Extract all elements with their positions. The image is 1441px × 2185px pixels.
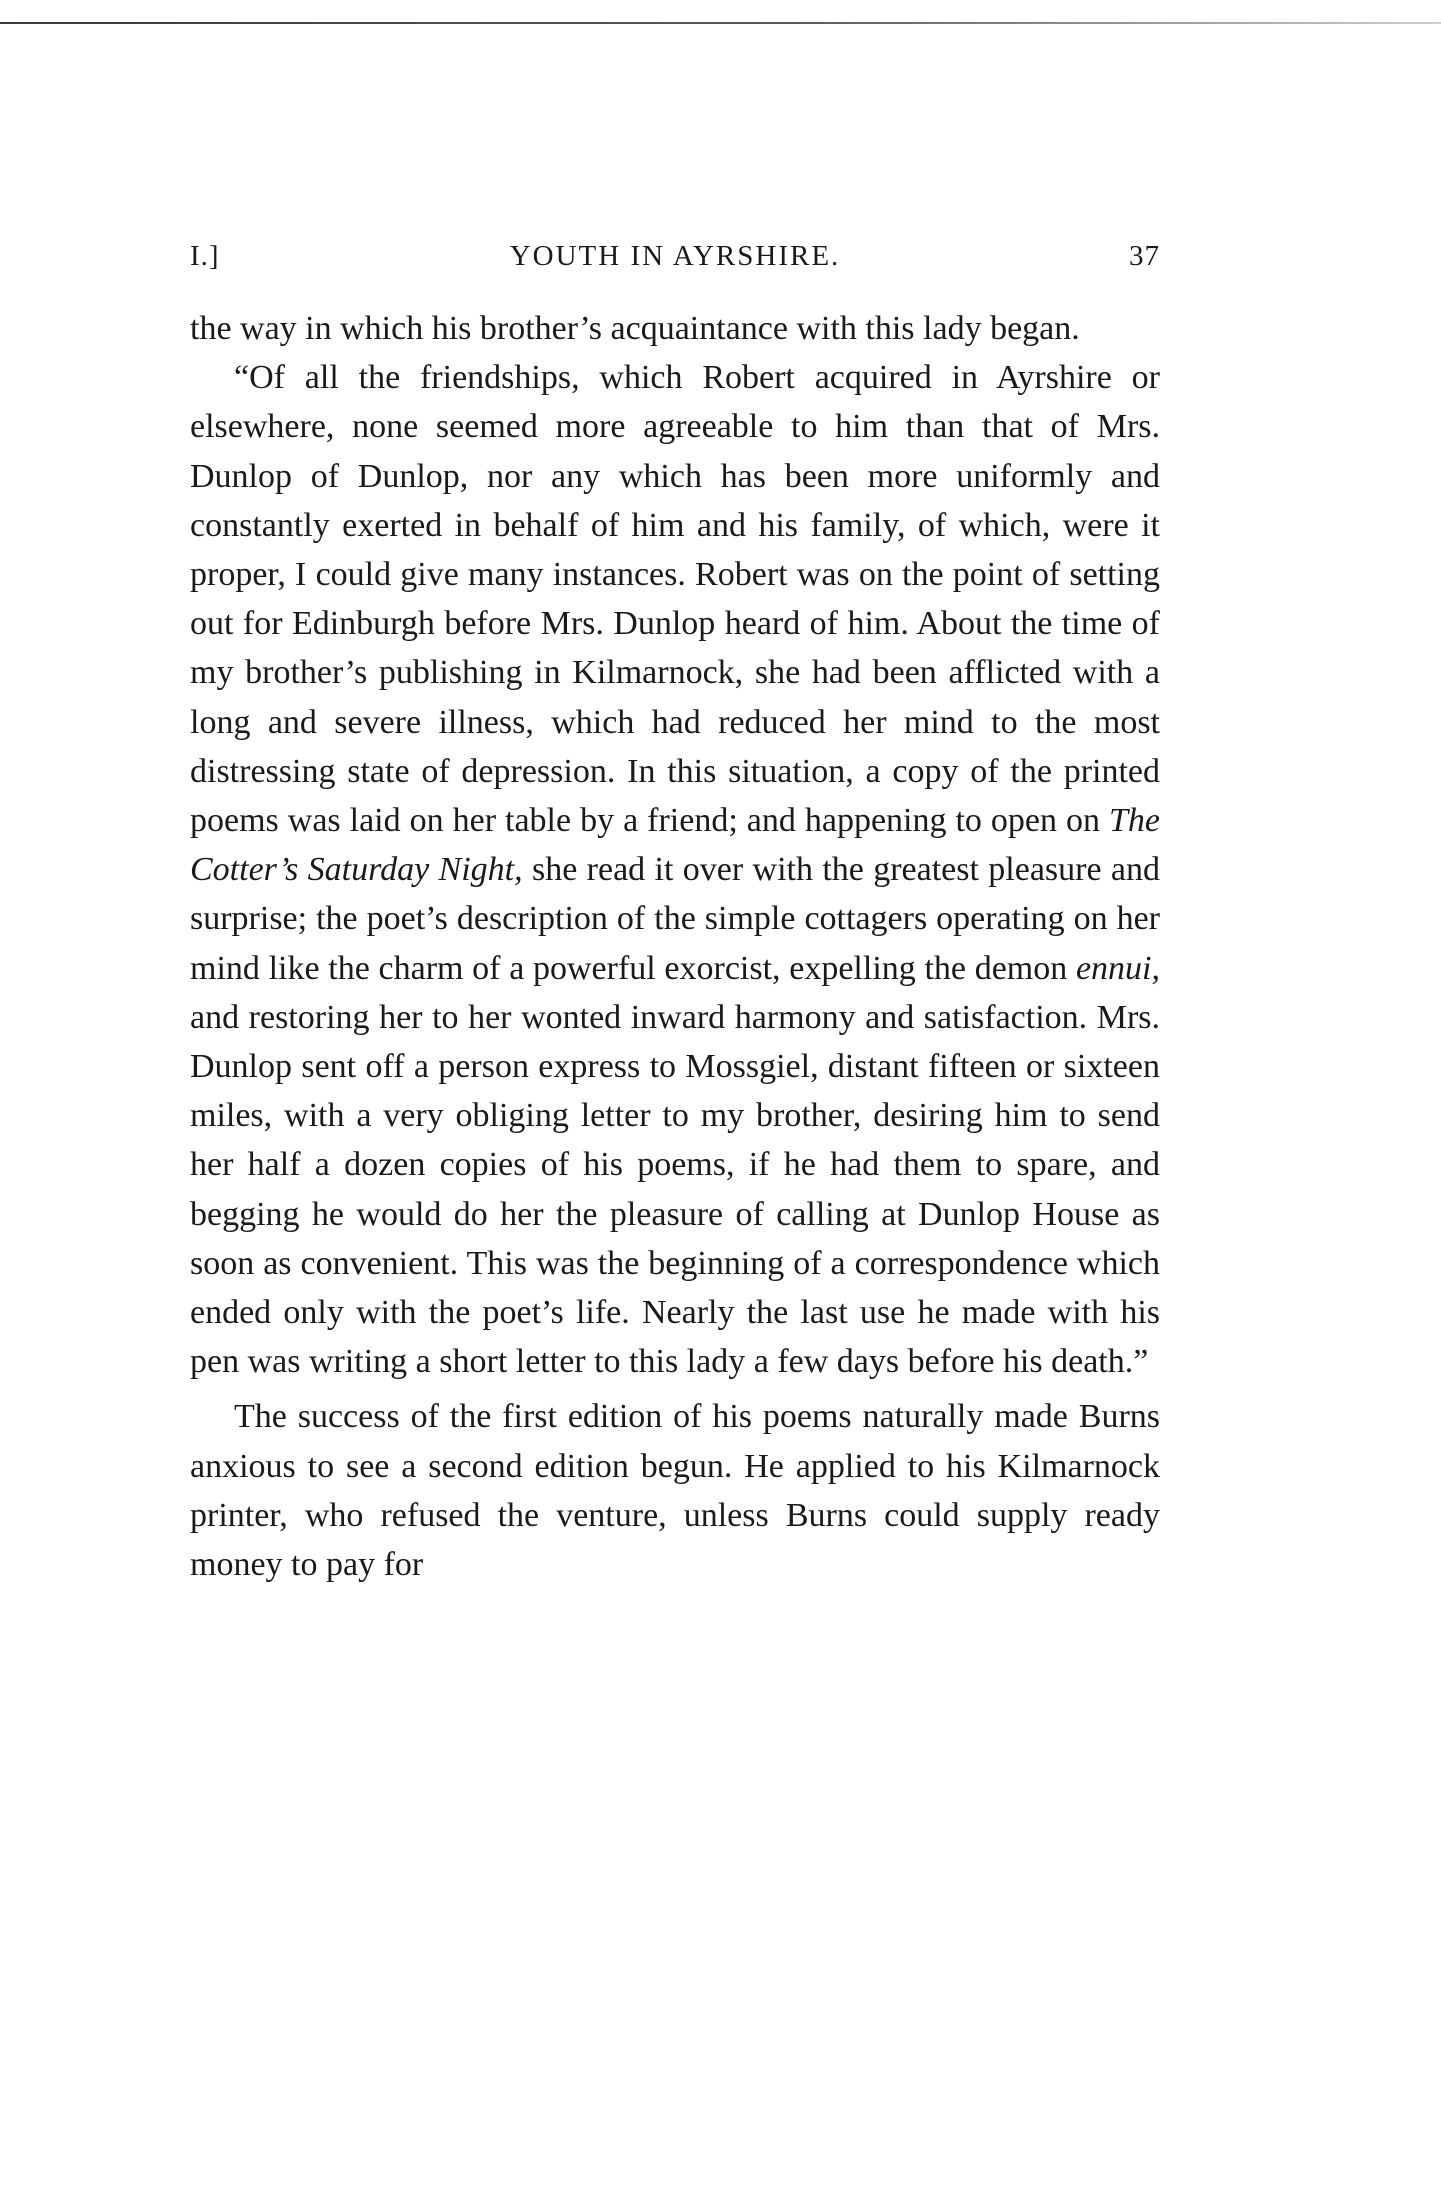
book-page (190, 240, 1160, 1589)
running-head (190, 240, 1160, 284)
ennui-italic: ennui, (1075, 949, 1160, 987)
running-title: YOUTH IN AYRSHIRE. (509, 240, 841, 272)
page-number: 37 (1129, 240, 1160, 272)
quotation-text-part3: and restoring her to her wonted inward harmony and satisfaction. Mrs. Dunlop sent off a person express to Mossgiel, distant fifteen or sixteen miles, with a very obliging letter to my brother, desiring him to send her half a dozen copies of his poems, if he had them to spare, and begging he would do her the pleasure of calling at Dunlop House as soon as convenient. This was the beginning of a correspondence which ended only with the poet’s life. Nearly the last use he made with his pen was writing a short letter to this lady a few days before his death.” (190, 998, 1160, 1381)
paragraph-quotation (190, 353, 1160, 1386)
paragraph-continuation: the way in which his brother’s acquaintance with this lady began. (190, 310, 1080, 347)
paragraph-second-edition: The success of the first edition of his poems naturally made Burns anxious to see a second edition begun. He applied to his Kilmarnock printer, who refused the venture, unless Burns could supply ready money to pay for (190, 1398, 1160, 1584)
quotation-text-part2: she read it over with the greatest pleasure and surprise; the poet’s description of the simple cottagers operating on her mind like the charm of a powerful exorcist, expelling the demon (190, 851, 1161, 987)
scan-edge-rule (0, 22, 1441, 24)
quotation-text-part1: “Of all the friendships, which Robert acquired in Ayrshire or elsewhere, none seemed more agreeable to him than that of Mrs. Dunlop of Dunlop, nor any which has been more uniformly and constantly exerted in behalf of him and his family, of which, were it proper, I could give many instances. Robert was on the point of setting out for Edinburgh before Mrs. Dunlop heard of him. About the time of my brother’s publishing in Kilmarnock, she had been afflicted with a long and severe illness, which had reduced her mind to the most distressing state of depression. In this situation, a copy of the printed poems was laid on her table by a friend; and happening to open on (190, 359, 1160, 840)
body-text (190, 304, 1160, 1589)
chapter-mark: I.] (190, 240, 220, 272)
poem-title-italic: The Cotter’s Saturday Night, (190, 802, 1160, 889)
